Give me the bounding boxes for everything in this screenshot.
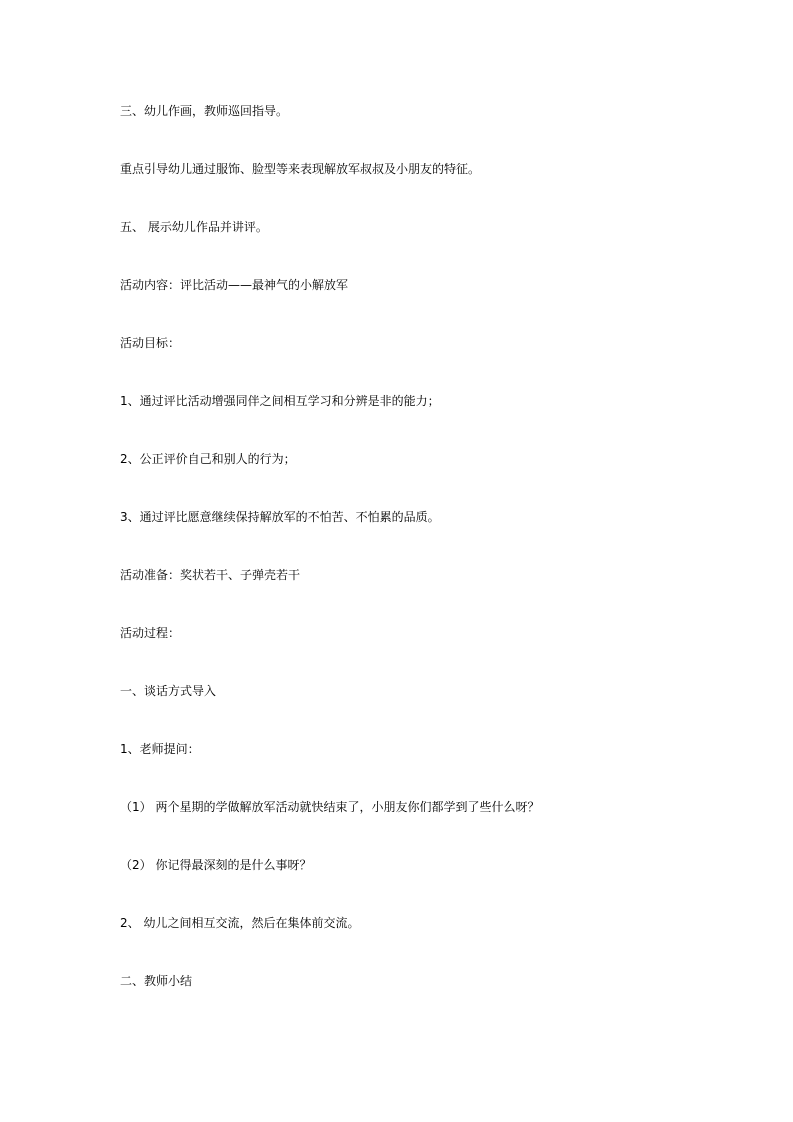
activity-process-heading: 活动过程：	[120, 626, 181, 640]
activity-preparation-line: 活动准备：奖状若干、子弹壳若干	[120, 568, 301, 582]
step-two-heading: 二、教师小结	[120, 974, 193, 988]
section-three-heading: 三、幼儿作画，教师巡回指导。	[120, 104, 289, 118]
goal-item-2: 2、公正评价自己和别人的行为；	[120, 452, 296, 466]
section-five-heading: 五、 展示幼儿作品并讲评。	[120, 220, 268, 234]
question-item-1: （1） 两个星期的学做解放军活动就快结束了，小朋友你们都学到了些什么呀？	[120, 800, 540, 814]
goal-item-3: 3、通过评比愿意继续保持解放军的不怕苦、不怕累的品质。	[120, 510, 440, 524]
activity-content-line: 活动内容：评比活动——最神气的小解放军	[120, 278, 349, 292]
key-guidance-paragraph: 重点引导幼儿通过服饰、脸型等来表现解放军叔叔及小朋友的特征。	[120, 162, 481, 176]
teacher-question-heading: 1、老师提问：	[120, 742, 200, 756]
activity-goals-heading: 活动目标：	[120, 336, 181, 350]
question-item-2: （2） 你记得最深刻的是什么事呀？	[120, 858, 312, 872]
step-one-heading: 一、谈话方式导入	[120, 684, 217, 698]
goal-item-1: 1、通过评比活动增强同伴之间相互学习和分辨是非的能力；	[120, 394, 440, 408]
children-exchange-line: 2、 幼儿之间相互交流，然后在集体前交流。	[120, 916, 360, 930]
